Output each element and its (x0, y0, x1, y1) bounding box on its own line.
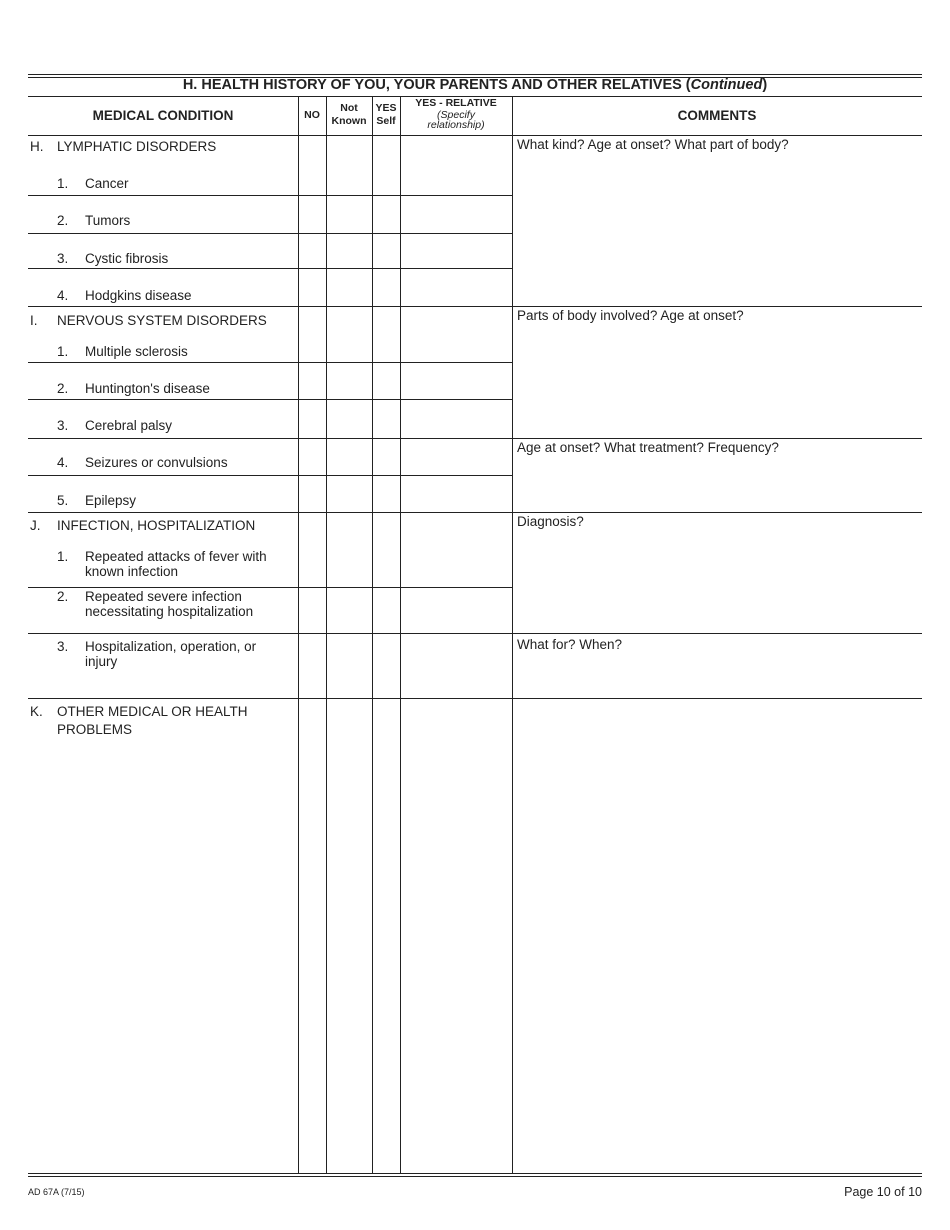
col-sep-no (298, 96, 299, 1173)
row-rule (28, 233, 512, 234)
section-rule (28, 512, 922, 513)
section-k-letter: K. (30, 704, 43, 719)
title-close: ) (762, 77, 768, 93)
item-i1-num: 1. (57, 344, 69, 359)
row-rule (28, 362, 512, 363)
item-h2-num: 2. (57, 213, 69, 228)
row-rule (28, 268, 512, 269)
bottom-rule-outer (28, 1176, 922, 1177)
item-j1-line1: Repeated attacks of fever with (85, 549, 267, 564)
item-i2-num: 2. (57, 381, 69, 396)
header-not-known-line2: Known (331, 114, 367, 127)
header-specify-line1: (Specify (437, 108, 475, 121)
item-j2-num: 2. (57, 589, 69, 604)
header-yes-relative (400, 97, 512, 130)
item-h4-label: Hodgkins disease (85, 288, 192, 303)
item-j1-line2: known infection (85, 564, 179, 579)
form-id: AD 67A (7/15) (28, 1187, 85, 1197)
section-rule (28, 438, 922, 439)
item-h3-num: 3. (57, 251, 69, 266)
item-j2-line2: necessitating hospitalization (85, 604, 254, 619)
top-rule-outer (28, 74, 922, 75)
comment-j-2: What for? When? (517, 637, 623, 652)
section-rule (28, 698, 922, 699)
col-sep-not-known (326, 96, 327, 1173)
item-i5-label: Epilepsy (85, 493, 137, 508)
row-rule (28, 587, 512, 588)
item-h1-label: Cancer (85, 176, 129, 191)
comment-i-2: Age at onset? What treatment? Frequency? (517, 440, 779, 455)
item-h1-num: 1. (57, 176, 69, 191)
header-medical-condition: MEDICAL CONDITION (92, 108, 234, 123)
header-yes-self-line1: YES (375, 102, 397, 114)
section-title (28, 77, 922, 94)
item-i2-label: Huntington's disease (85, 381, 210, 396)
title-main: H. HEALTH HISTORY OF YOU, YOUR PARENTS AND OTHER RELATIVES ( (182, 77, 691, 93)
header-yes-self-line2: Self (376, 114, 396, 127)
item-i4-num: 4. (57, 455, 69, 470)
row-rule (28, 475, 512, 476)
header-yes-relative-label: YES - RELATIVE (415, 97, 497, 109)
item-j3-num: 3. (57, 639, 69, 654)
page-number: Page 10 of 10 (844, 1185, 922, 1199)
section-i-title: NERVOUS SYSTEM DISORDERS (57, 313, 267, 328)
header-not-known-line1: Not (340, 102, 358, 114)
section-k-title-line1: OTHER MEDICAL OR HEALTH (57, 704, 248, 719)
section-rule (28, 633, 922, 634)
header-comments: COMMENTS (677, 108, 757, 123)
item-i5-num: 5. (57, 493, 69, 508)
comment-h: What kind? Age at onset? What part of body? (517, 137, 789, 152)
item-j2-line1: Repeated severe infection (85, 589, 242, 604)
title-continued: Continued (690, 77, 763, 93)
col-sep-yes-relative (400, 96, 401, 1173)
row-rule (28, 195, 512, 196)
comment-j-1: Diagnosis? (517, 514, 584, 529)
item-j1-num: 1. (57, 549, 69, 564)
section-j-letter: J. (30, 518, 41, 533)
header-not-known (326, 102, 372, 127)
bottom-rule-inner (28, 1173, 922, 1174)
item-h3-label: Cystic fibrosis (85, 251, 169, 266)
item-j3-line1: Hospitalization, operation, or (85, 639, 257, 654)
header-yes-self (372, 102, 400, 127)
header-bottom-rule (28, 135, 922, 136)
item-i1-label: Multiple sclerosis (85, 344, 188, 359)
item-h2-label: Tumors (85, 213, 131, 228)
section-k-title-line2: PROBLEMS (57, 722, 133, 737)
item-i4-label: Seizures or convulsions (85, 455, 228, 470)
header-specify-line2: relationship) (427, 118, 485, 131)
comment-i-1: Parts of body involved? Age at onset? (517, 308, 744, 323)
section-i-letter: I. (30, 313, 38, 328)
section-rule (28, 306, 922, 307)
row-rule (28, 399, 512, 400)
col-sep-yes-self (372, 96, 373, 1173)
section-h-letter: H. (30, 139, 44, 154)
col-sep-comments (512, 96, 513, 1173)
item-i3-num: 3. (57, 418, 69, 433)
item-h4-num: 4. (57, 288, 69, 303)
section-h-title: LYMPHATIC DISORDERS (57, 139, 217, 154)
header-no: NO (304, 109, 320, 121)
item-i3-label: Cerebral palsy (85, 418, 173, 433)
item-j3-line2: injury (85, 654, 118, 669)
section-j-title: INFECTION, HOSPITALIZATION (57, 518, 256, 533)
